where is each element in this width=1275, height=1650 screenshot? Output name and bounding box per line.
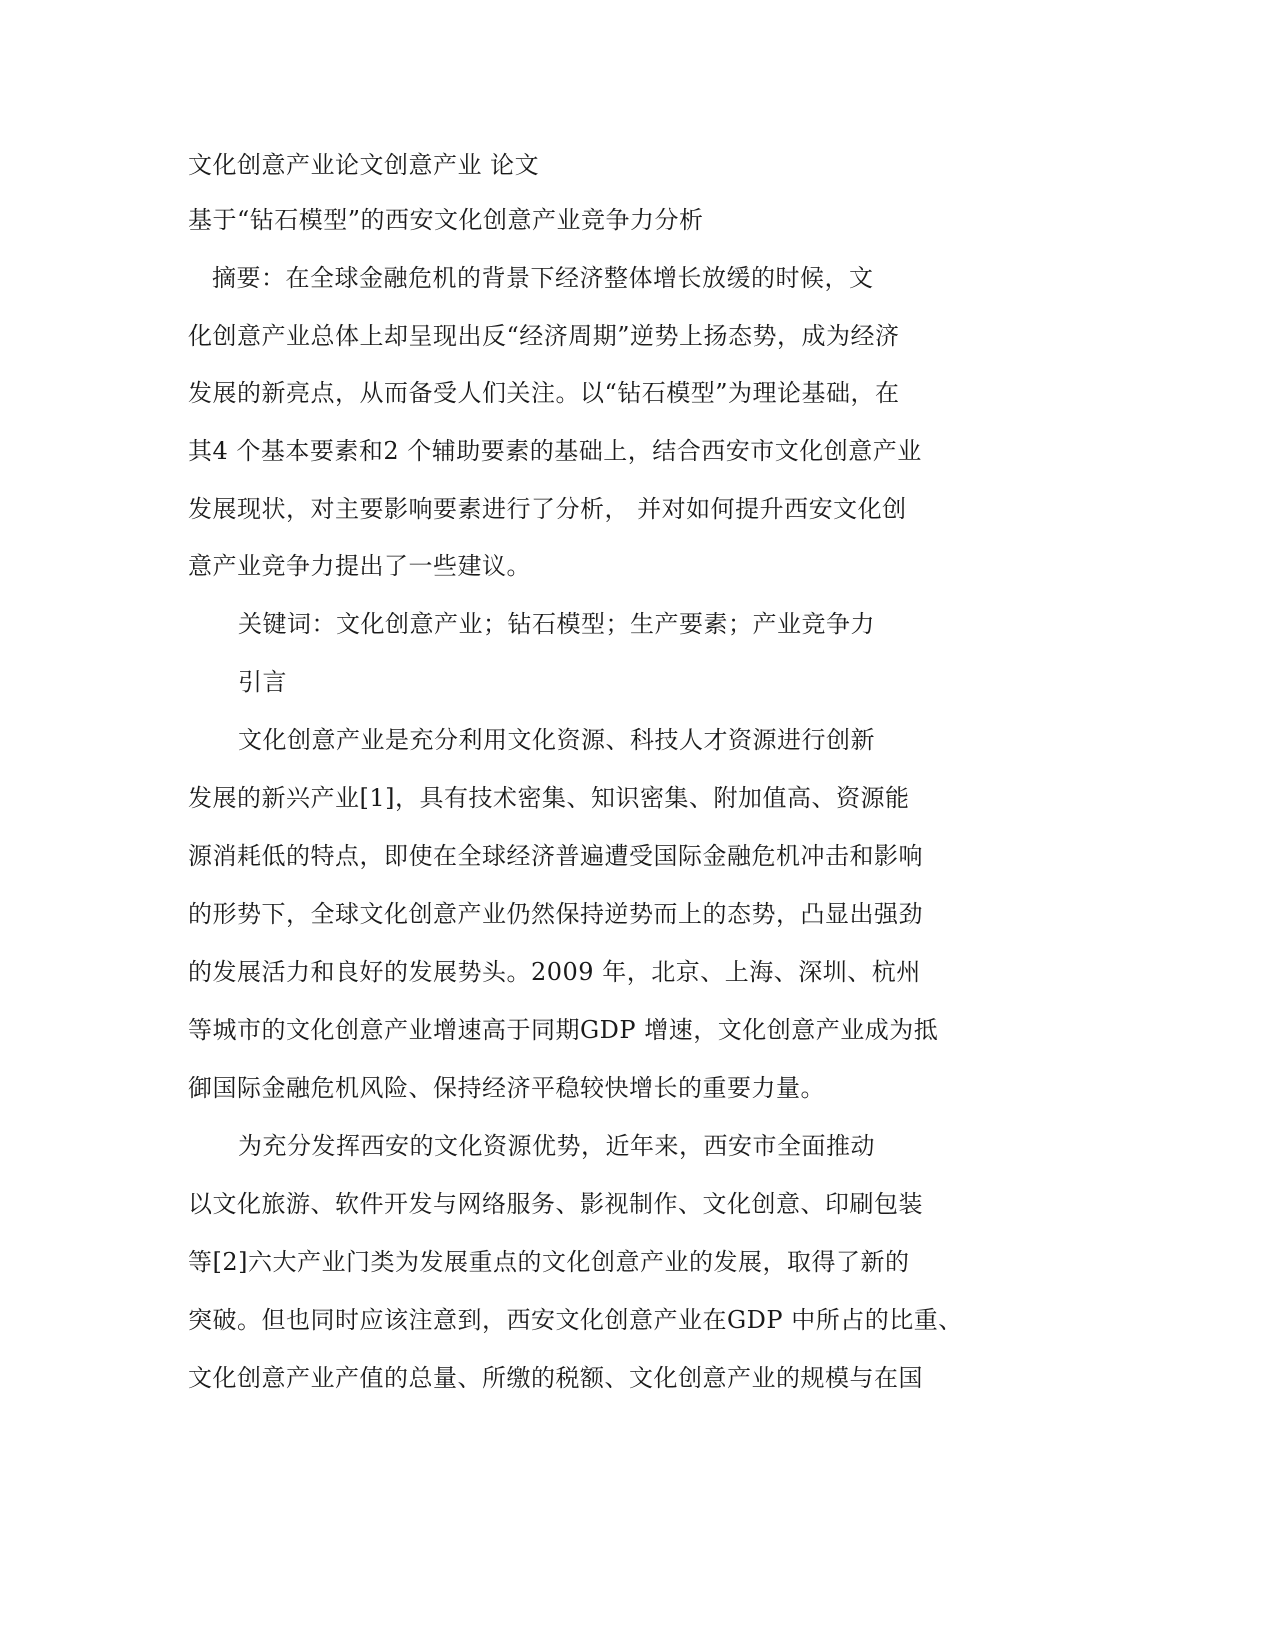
abstract-line: 意产业竞争力提出了一些建议。 (188, 552, 531, 580)
article-title: 基于“钻石模型”的西安文化创意产业竞争力分析 (188, 206, 704, 234)
paragraph-line: 的发展活力和良好的发展势头。2009 年，北京、上海、深圳、杭州 (188, 958, 921, 986)
paragraph-line: 以文化旅游、软件开发与网络服务、影视制作、文化创意、印刷包装 (188, 1190, 923, 1218)
abstract-line: 发展的新亮点，从而备受人们关注。以“钻石模型”为理论基础，在 (188, 379, 900, 407)
abstract-line: 其4 个基本要素和2 个辅助要素的基础上，结合西安市文化创意产业 (188, 437, 922, 465)
paragraph-line: 为充分发挥西安的文化资源优势，近年来，西安市全面推动 (238, 1132, 875, 1160)
paragraph-line: 文化创意产业产值的总量、所缴的税额、文化创意产业的规模与在国 (188, 1364, 923, 1392)
keywords: 关键词：文化创意产业；钻石模型；生产要素；产业竞争力 (238, 610, 875, 638)
paragraph-line: 文化创意产业是充分利用文化资源、科技人才资源进行创新 (238, 726, 875, 754)
abstract-line: 化创意产业总体上却呈现出反“经济周期”逆势上扬态势，成为经济 (188, 322, 900, 350)
header-line: 文化创意产业论文创意产业 论文 (188, 151, 540, 179)
paragraph-line: 等[2]六大产业门类为发展重点的文化创意产业的发展，取得了新的 (188, 1248, 910, 1276)
paragraph-line: 突破。但也同时应该注意到，西安文化创意产业在GDP 中所占的比重、 (188, 1306, 963, 1334)
paragraph-line: 御国际金融危机风险、保持经济平稳较快增长的重要力量。 (188, 1074, 825, 1102)
abstract-line: 摘要：在全球金融危机的背景下经济整体增长放缓的时候，文 (212, 264, 874, 292)
abstract-line: 发展现状，对主要影响要素进行了分析， 并对如何提升西安文化创 (188, 495, 907, 523)
paragraph-line: 源消耗低的特点，即使在全球经济普遍遭受国际金融危机冲击和影响 (188, 842, 923, 870)
paragraph-line: 发展的新兴产业[1]，具有技术密集、知识密集、附加值高、资源能 (188, 784, 910, 812)
paragraph-line: 的形势下，全球文化创意产业仍然保持逆势而上的态势，凸显出强劲 (188, 900, 923, 928)
paragraph-line: 等城市的文化创意产业增速高于同期GDP 增速，文化创意产业成为抵 (188, 1016, 939, 1044)
section-heading: 引言 (238, 668, 287, 696)
